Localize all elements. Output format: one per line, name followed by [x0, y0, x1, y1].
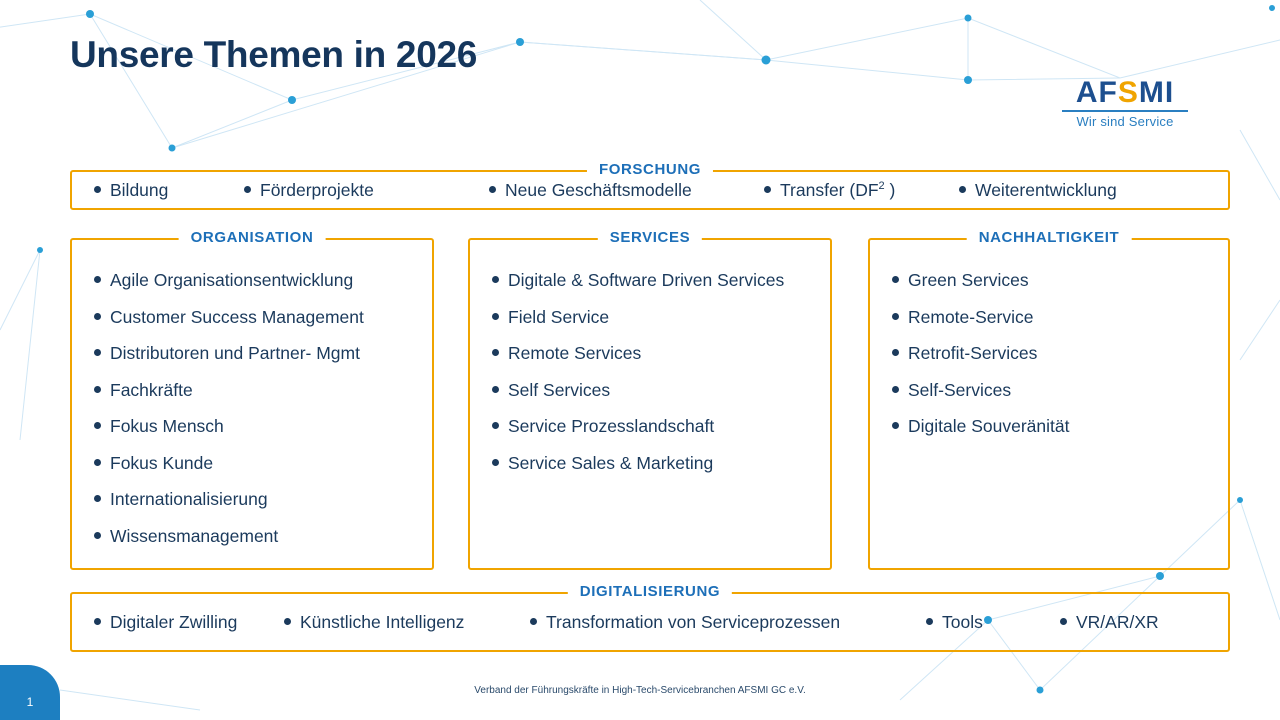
list-item: [926, 612, 1060, 633]
list-item: [94, 489, 432, 510]
list-item: [492, 453, 830, 474]
list-item-label: Tools: [942, 611, 983, 632]
bullet-icon: [892, 276, 899, 283]
bullet-icon: [492, 422, 499, 429]
list-item: [94, 270, 432, 291]
section-services-legend: SERVICES: [598, 229, 702, 246]
list-item-label: Förderprojekte: [260, 179, 374, 200]
list-item-label: Digitaler Zwilling: [110, 611, 238, 632]
list-item-label: Self-Services: [908, 379, 1012, 400]
section-forschung: [70, 161, 1230, 210]
bullet-icon: [892, 422, 899, 429]
bullet-icon: [530, 618, 537, 625]
list-item-label: Digitale Souveränität: [908, 416, 1070, 436]
list-item-label: Internationalisierung: [110, 489, 268, 509]
logo-accent-letter: S: [1117, 76, 1139, 109]
list-item: [94, 526, 432, 547]
section-nachhaltigkeit-legend: NACHHALTIGKEIT: [967, 229, 1132, 246]
list-item: [530, 612, 926, 633]
bullet-icon: [959, 186, 966, 193]
list-item-label: Transformation von Serviceprozessen: [546, 611, 841, 632]
bullet-icon: [94, 186, 101, 193]
list-item-label: Neue Geschäftsmodelle: [505, 179, 692, 200]
list-item-label: Remote-Service: [908, 306, 1034, 327]
list-item: [1060, 612, 1159, 633]
bullet-icon: [892, 313, 899, 320]
list-item-label: Fokus Mensch: [110, 416, 224, 436]
bullet-icon: [492, 276, 499, 283]
logo-wordmark: [1050, 78, 1200, 108]
section-forschung-legend: FORSCHUNG: [587, 161, 713, 178]
list-item: [94, 180, 244, 201]
list-item: [244, 180, 489, 201]
bullet-icon: [492, 349, 499, 356]
list-item: [492, 343, 830, 364]
list-item: [94, 307, 432, 328]
bullet-icon: [94, 495, 101, 502]
list-item-label: Service Prozesslandschaft: [508, 416, 715, 436]
bullet-icon: [94, 349, 101, 356]
list-item-label: Retrofit-Services: [908, 343, 1038, 363]
list-item: [892, 380, 1228, 401]
section-services: [468, 229, 832, 570]
list-item: [94, 380, 432, 401]
bullet-icon: [94, 386, 101, 393]
list-item-label: Green Services: [908, 270, 1029, 290]
section-nachhaltigkeit-items: [892, 270, 1228, 437]
list-item: [492, 270, 830, 291]
bullet-icon: [284, 618, 291, 625]
list-item-label: Transfer ($DF^2$ ): [780, 179, 896, 200]
bullet-icon: [94, 313, 101, 320]
bullet-icon: [892, 386, 899, 393]
list-item-label: Customer Success Management: [110, 306, 364, 327]
list-item: [489, 180, 764, 201]
bullet-icon: [926, 618, 933, 625]
section-digitalisierung: [70, 583, 1230, 652]
list-item-label: Bildung: [110, 179, 169, 200]
bullet-icon: [244, 186, 251, 193]
bullet-icon: [94, 532, 101, 539]
list-item: [492, 380, 830, 401]
list-item: [94, 612, 284, 633]
list-item: [892, 416, 1228, 437]
list-item: [94, 343, 432, 364]
section-organisation-legend: ORGANISATION: [179, 229, 326, 246]
list-item: [892, 343, 1228, 364]
bullet-icon: [492, 386, 499, 393]
section-services-items: [492, 270, 830, 474]
list-item-label: Künstliche Intelligenz: [300, 611, 465, 632]
bullet-icon: [492, 459, 499, 466]
list-item: [764, 180, 959, 201]
bullet-icon: [489, 186, 496, 193]
bullet-icon: [94, 618, 101, 625]
section-organisation: [70, 229, 434, 570]
bullet-icon: [94, 422, 101, 429]
bullet-icon: [492, 313, 499, 320]
section-digitalisierung-items: [72, 594, 1228, 650]
list-item: [94, 416, 432, 437]
list-item-label: Remote Services: [508, 343, 642, 363]
section-digitalisierung-legend: DIGITALISIERUNG: [568, 583, 732, 600]
list-item: [892, 307, 1228, 328]
list-item-label: Service Sales & Marketing: [508, 452, 714, 473]
bullet-icon: [764, 186, 771, 193]
bullet-icon: [892, 349, 899, 356]
list-item-label: Distributoren und Partner- Mgmt: [110, 343, 360, 363]
logo-tagline: Wir sind Service: [1076, 114, 1174, 129]
afsmi-logo: [1050, 78, 1200, 129]
logo-part2: MI: [1138, 76, 1175, 109]
bullet-icon: [94, 459, 101, 466]
list-item-label: Weiterentwicklung: [975, 179, 1117, 200]
page-number-badge: 1: [0, 665, 60, 720]
list-item: [492, 307, 830, 328]
section-organisation-items: [94, 270, 432, 547]
list-item-label: Wissensmanagement: [110, 525, 279, 546]
list-item: [94, 453, 432, 474]
section-nachhaltigkeit: [868, 229, 1230, 570]
list-item-label: VR/AR/XR: [1076, 611, 1159, 632]
list-item-label: Field Service: [508, 306, 610, 327]
logo-part1: AF: [1075, 76, 1118, 109]
list-item: [492, 416, 830, 437]
list-item: [959, 180, 1117, 201]
slide-footer: Verband der Führungskräfte in High-Tech-Servicebranchen AFSMI GC e.V.: [474, 685, 806, 696]
list-item-label: Digitale & Software Driven Services: [508, 270, 785, 290]
list-item-label: Fokus Kunde: [110, 452, 214, 473]
list-item-label: Agile Organisationsentwicklung: [110, 270, 354, 290]
page-title: Unsere Themen in 2026: [70, 34, 478, 75]
bullet-icon: [1060, 618, 1067, 625]
list-item-label: Self Services: [508, 379, 611, 400]
list-item-label: Fachkräfte: [110, 379, 193, 400]
list-item: [284, 612, 530, 633]
bullet-icon: [94, 276, 101, 283]
list-item: [892, 270, 1228, 291]
logo-divider: [1062, 110, 1188, 112]
